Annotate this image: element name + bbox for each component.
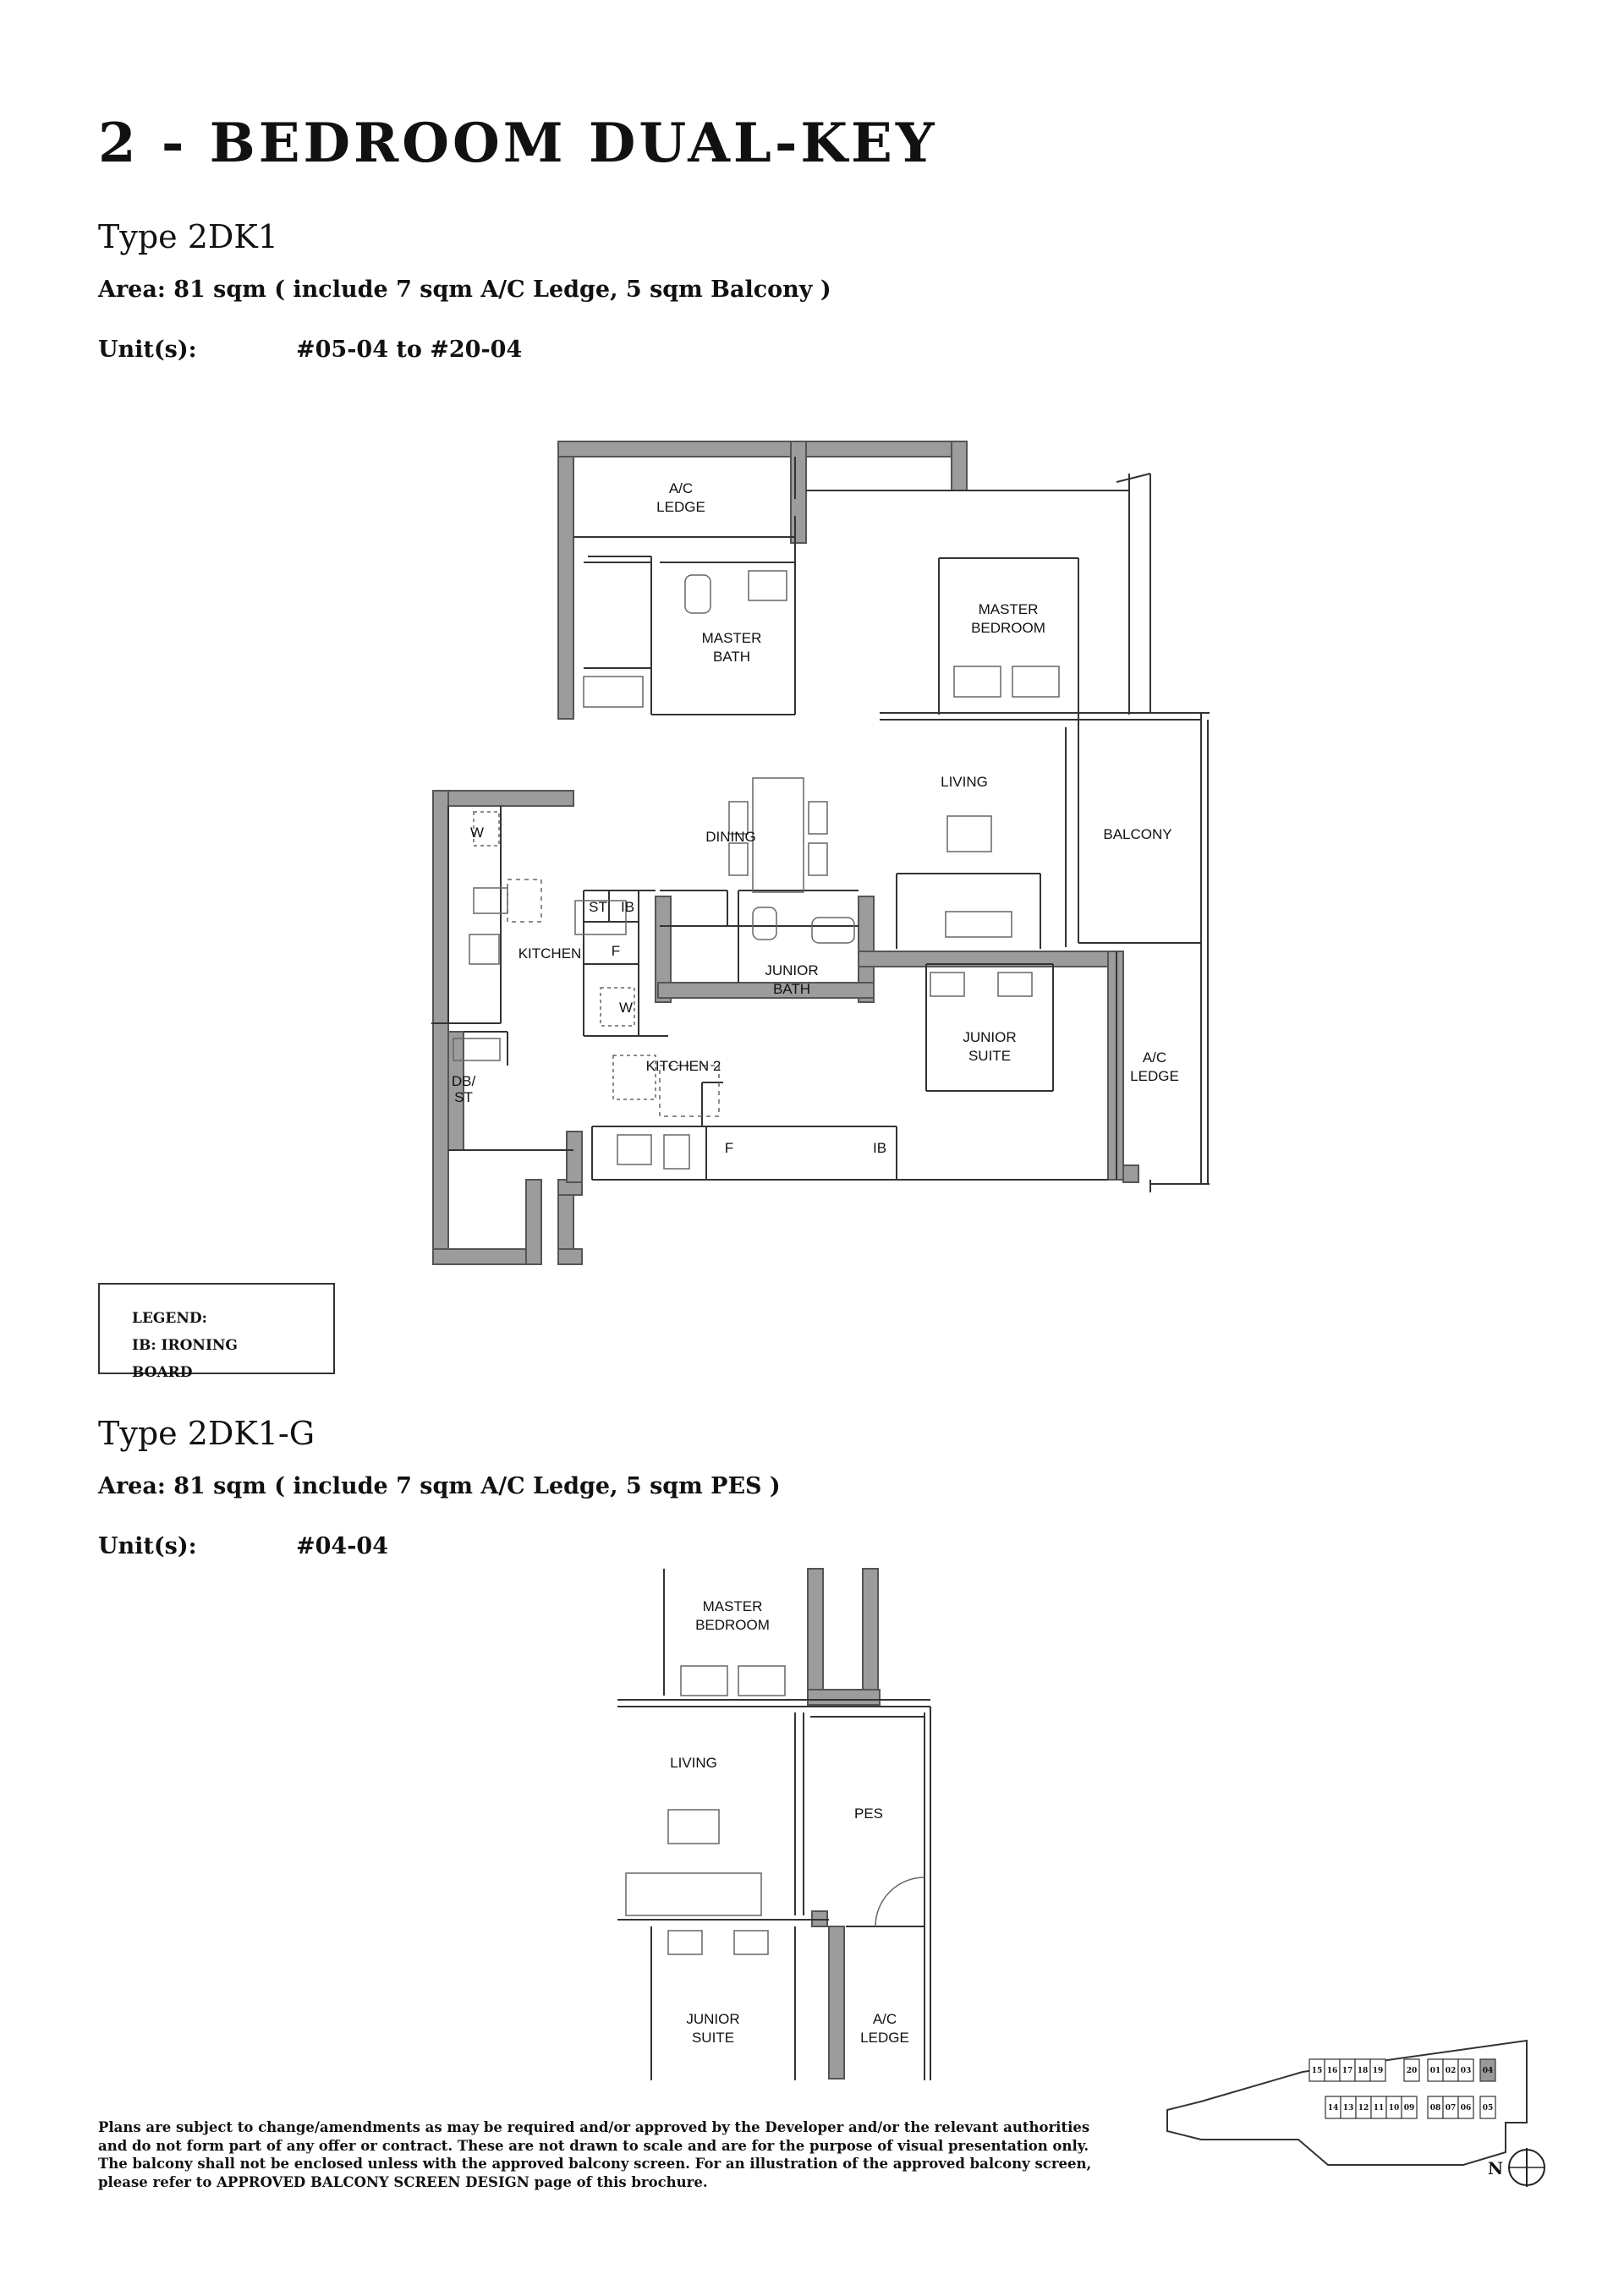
plan1-w: W [618, 1000, 634, 1016]
plan2-master-bedroom-2: BEDROOM [695, 1617, 770, 1633]
plan2-junior-suite-1: JUNIOR [686, 2011, 740, 2027]
key-plan-top-unit-label: 01 [1429, 2067, 1441, 2075]
legend-item: IB: IRONING BOARD [132, 1337, 238, 1381]
plan2-junior-suite-2: SUITE [691, 2030, 735, 2046]
key-plan-bottom-unit-label: 12 [1358, 2104, 1369, 2112]
key-plan-bottom-unit-label: 10 [1388, 2104, 1400, 2112]
plan2-area: Area: 81 sqm ( include 7 sqm A/C Ledge, 5 sqm PES ) [98, 1473, 781, 1499]
plan1-units-value: #05-04 to #20-04 [296, 337, 523, 363]
disclaimer [98, 2118, 1096, 2191]
plan1-master-bath-2: BATH [712, 649, 751, 665]
plan1-w-laundry: W [469, 825, 485, 841]
plan2-walls [808, 1569, 880, 2079]
legend-heading: LEGEND: [132, 1310, 207, 1327]
plan2-ac-ledge-2: LEDGE [860, 2030, 909, 2046]
plan1-master-bedroom-1: MASTER [978, 601, 1039, 617]
plan1-balcony: BALCONY [1103, 826, 1172, 842]
plan1-kitchen2: KITCHEN 2 [645, 1058, 721, 1074]
plan1-f2: F [724, 1140, 734, 1156]
plan1-master-bath-1: MASTER [701, 630, 762, 646]
plan2-type: Type 2DK1-G [98, 1415, 315, 1452]
key-plan-top-unit-label: 16 [1326, 2067, 1338, 2075]
plan1-junior-suite-2: SUITE [968, 1048, 1012, 1064]
page-title: 2 - BEDROOM DUAL-KEY [98, 112, 938, 175]
key-plan-bottom-unit-label: 08 [1429, 2104, 1441, 2112]
key-plan-top-unit-label: 19 [1372, 2067, 1384, 2075]
north-label: N [1487, 2158, 1504, 2178]
key-plan-top-unit-label: 15 [1311, 2067, 1323, 2075]
plan2-master-bedroom-1: MASTER [702, 1598, 763, 1614]
disclaimer-line-4: please refer to APPROVED BALCONY SCREEN DESIGN page of this brochure. [98, 2173, 708, 2190]
plan1-ac-ledge-top-1: A/C [668, 480, 694, 496]
plan2-pes: PES [853, 1806, 884, 1822]
key-plan-top-unit-label: 03 [1460, 2067, 1472, 2075]
plan1-ac-ledge-top-2: LEDGE [656, 499, 705, 515]
key-plan-top-unit-label: 18 [1357, 2067, 1369, 2075]
disclaimer-line-2: and do not form part of any offer or contract. These are not drawn to scale and are for the purpose of visual presentation only. [98, 2137, 1089, 2154]
key-plan-top-unit-label: 17 [1341, 2067, 1353, 2075]
plan1-junior-suite-1: JUNIOR [963, 1029, 1017, 1045]
plan1-db-1: DB/ [451, 1073, 476, 1089]
plan1-f: F [611, 943, 621, 959]
plan2-interior-lines [617, 1569, 930, 2080]
plan1-area: Area: 81 sqm ( include 7 sqm A/C Ledge, 5 sqm Balcony ) [98, 277, 831, 303]
key-plan-bottom-unit-label: 07 [1445, 2104, 1457, 2112]
key-plan [1150, 2025, 1548, 2195]
key-plan-top-unit-label: 20 [1406, 2067, 1418, 2075]
key-plan-top-unit-label: 02 [1445, 2067, 1457, 2075]
key-plan-bottom-unit-label: 11 [1373, 2104, 1385, 2112]
plan2-units-label: Unit(s): [98, 1533, 197, 1559]
plan1-master-bedroom-2: BEDROOM [971, 620, 1045, 636]
key-plan-bottom-unit-label: 09 [1403, 2104, 1415, 2112]
plan1-living: LIVING [941, 774, 988, 790]
plan1-ib2: IB [872, 1140, 887, 1156]
key-plan-bottom-unit-label: 14 [1327, 2104, 1339, 2112]
plan2-units-value: #04-04 [296, 1533, 388, 1559]
key-plan-bottom-unit-label: 05 [1482, 2104, 1494, 2112]
key-plan-top-unit-label: 04 [1482, 2067, 1494, 2075]
disclaimer-line-3: The balcony shall not be enclosed unless with the approved balcony screen. For an illustration of the approved balcony screen, [98, 2156, 1092, 2172]
key-plan-bottom-unit-label: 13 [1342, 2104, 1354, 2112]
key-plan-top-row [1309, 2059, 1495, 2081]
key-plan-bottom-unit-label: 06 [1460, 2104, 1472, 2112]
plan1-dining: DINING [705, 829, 756, 845]
key-plan-bottom-row [1325, 2096, 1495, 2118]
plan1-units-label: Unit(s): [98, 337, 197, 363]
plan2-ac-ledge-1: A/C [872, 2011, 897, 2027]
plan1-type: Type 2DK1 [98, 218, 278, 255]
plan1-db-2: ST [454, 1089, 473, 1105]
plan1-ac-ledge-right-2: LEDGE [1130, 1068, 1179, 1084]
plan1-junior-bath-2: BATH [772, 981, 811, 997]
disclaimer-line-1: Plans are subject to change/amendments as may be required and/or approved by the Developer and/or the relevant authorities [98, 2119, 1090, 2135]
plan1-ib: IB [620, 899, 635, 915]
plan1-st: ST [589, 899, 607, 915]
plan1-junior-bath-1: JUNIOR [765, 962, 819, 978]
plan2-living: LIVING [670, 1755, 717, 1771]
plan1-kitchen: KITCHEN [518, 945, 582, 962]
plan1-ac-ledge-right-1: A/C [1142, 1049, 1167, 1066]
